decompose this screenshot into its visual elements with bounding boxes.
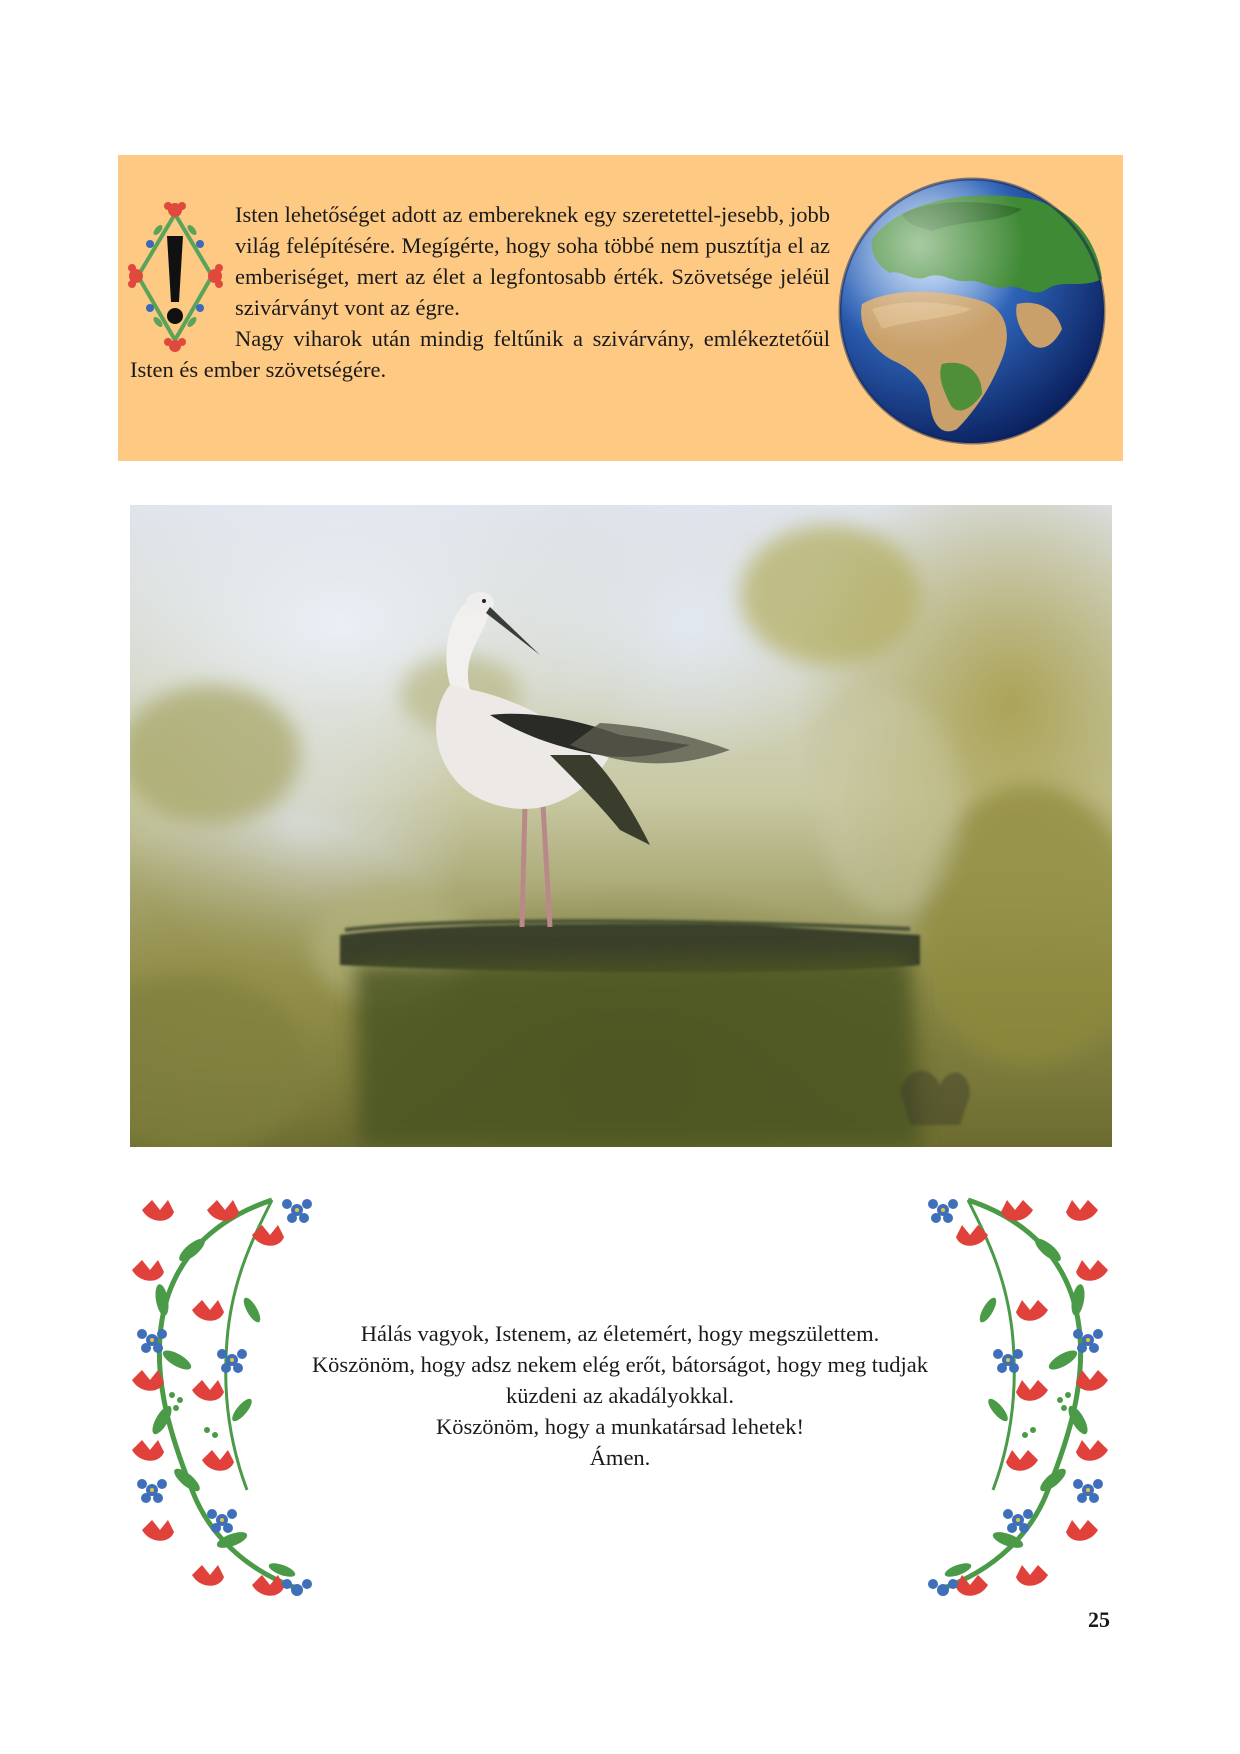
prayer-line: küzdeni az akadályokkal. [505, 1383, 735, 1408]
info-box [118, 155, 1123, 461]
prayer-line-amen: Ámen. [589, 1445, 651, 1470]
info-text [130, 199, 830, 385]
info-paragraph-1: Isten lehetőséget adott az embereknek egy szeretettel-jesebb, jobb világ felépítésére. Megígérte, hogy soha többé nem pusztítja el az emberiséget, mert az élet a legfontosabb érték. Szövetsége jeléül szivárványt vont az égre. [235, 202, 830, 320]
prayer-line: Köszönöm, hogy a munkatársad lehetek! [435, 1414, 805, 1439]
stork-illustration [130, 505, 1112, 1147]
stork-photo [130, 505, 1112, 1147]
info-paragraph-2: Nagy viharok után mindig feltűnik a szivárvány, emlékeztetőül Isten és ember szövetségére. [130, 326, 830, 382]
globe-icon [832, 169, 1112, 449]
prayer-line: Köszönöm, hogy adsz nekem elég erőt, bátorságot, hogy meg tudjak [311, 1352, 929, 1377]
prayer-line: Hálás vagyok, Istenem, az életemért, hogy megszülettem. [360, 1321, 880, 1346]
stork-figure [436, 592, 730, 927]
page-number: 25 [1088, 1607, 1110, 1632]
prayer-text [230, 1318, 1010, 1473]
